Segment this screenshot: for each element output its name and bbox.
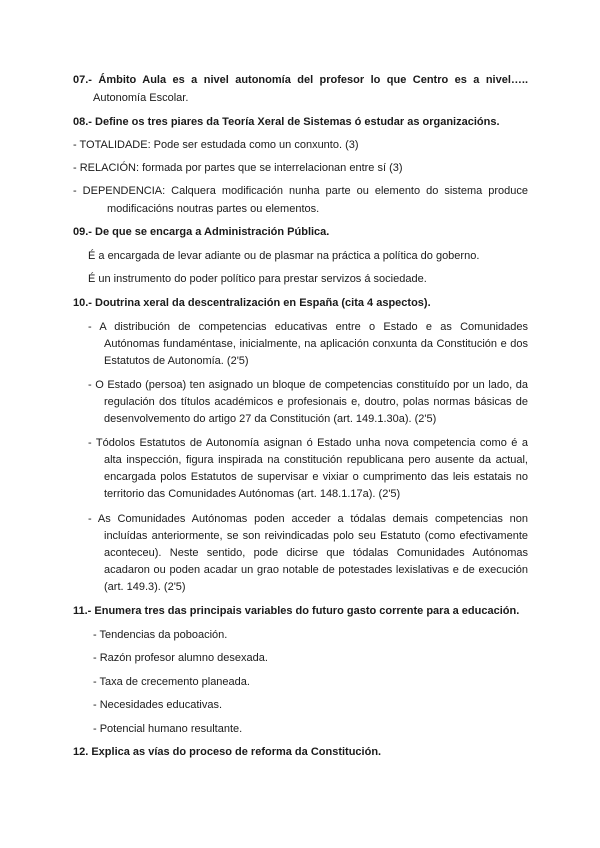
- question-10-paragraph-2-line-2: regulación dos títulos académicos e profesionais e, doutro, polas normas básicas de: [104, 396, 528, 408]
- question-12-title: 12. Explica as vías do proceso de reforma da Constitución.: [73, 746, 382, 758]
- question-10-paragraph-1-line-1: - A distribución de competencias educativas entre o Estado e as Comunidades: [88, 321, 528, 333]
- question-08-title: 08.- Define os tres piares da Teoría Xeral de Sistemas ó estudar as organizacións.: [73, 116, 500, 128]
- question-08-item-totalidade: - TOTALIDADE: Pode ser estudada como un conxunto. (3): [73, 139, 359, 151]
- question-10-paragraph-2-line-1: - O Estado (persoa) ten asignado un bloque de competencias constituído por un lado, da: [88, 379, 528, 391]
- question-10-paragraph-1-line-3: Estatutos de Autonomía. (2'5): [104, 355, 249, 367]
- question-10-paragraph-4-line-2: incluídas anteriormente, se son reivindicadas polo seu Estatuto (como efectivamente: [104, 530, 528, 542]
- question-10-paragraph-3-line-3: encargada polos Estatutos de supervisar e vixiar o cumprimento das leis estatais no: [104, 471, 528, 483]
- question-08-item-dependencia-cont: modificacións noutras partes ou elementos.: [107, 203, 320, 215]
- question-10-paragraph-3-line-2: alta inspección, figura inspirada na constitución republicana pero ausente da actual,: [104, 454, 528, 466]
- question-10-title: 10.- Doutrina xeral da descentralización en España (cita 4 aspectos).: [73, 297, 431, 309]
- question-10-paragraph-3-line-1: - Tódolos Estatutos de Autonomía asignan ó Estado unha nova competencia como é a: [88, 437, 528, 449]
- question-11-item-3: - Taxa de crecemento planeada.: [93, 676, 250, 688]
- question-10-paragraph-4-line-1: - As Comunidades Autónomas poden acceder a tódalas demais competencias non: [88, 513, 528, 525]
- question-10-paragraph-1-line-2: Autónomas fundaméntase, inicialmente, na aplicación conxunta da Constitución e dos: [104, 338, 528, 350]
- question-08-item-relacion: - RELACIÓN: formada por partes que se interrelacionan entre sí (3): [73, 162, 403, 174]
- question-09-answer-1: É a encargada de levar adiante ou de plasmar na práctica a política do goberno.: [88, 250, 480, 262]
- question-10-paragraph-3-line-4: territorio das Comunidades Autónomas (art. 148.1.17a). (2'5): [104, 488, 401, 500]
- question-10-paragraph-4-line-5: (art. 149.3). (2'5): [104, 581, 186, 593]
- question-11-item-2: - Razón profesor alumno desexada.: [93, 652, 268, 664]
- question-11-item-4: - Necesidades educativas.: [93, 699, 223, 711]
- question-10-paragraph-4-line-4: acadaron ou poden acadar un grao notable de potestades lexislativas e de execución: [104, 564, 528, 576]
- question-11-item-5: - Potencial humano resultante.: [93, 723, 243, 735]
- question-09-title: 09.- De que se encarga a Administración Pública.: [73, 226, 330, 238]
- question-10-paragraph-2-line-3: desenvolvemento do artigo 27 da Constitución (art. 149.1.30a). (2'5): [104, 413, 437, 425]
- question-09-answer-2: É un instrumento do poder político para prestar servizos á sociedade.: [88, 273, 427, 285]
- question-11-title: 11.- Enumera tres das principais variables do futuro gasto corrente para a educación.: [73, 605, 520, 617]
- question-07-answer: Autonomía Escolar.: [93, 92, 189, 104]
- question-10-paragraph-4-line-3: aconteceu). Neste sentido, pode dicirse que tódalas Comunidades Autónomas: [104, 547, 528, 559]
- question-11-item-1: - Tendencias da poboación.: [93, 629, 228, 641]
- question-08-item-dependencia: - DEPENDENCIA: Calquera modificación nunha parte ou elemento do sistema produce: [73, 185, 528, 197]
- question-07-title: 07.- Ámbito Aula es a nivel autonomía del profesor lo que Centro es a nivel…..: [73, 74, 528, 86]
